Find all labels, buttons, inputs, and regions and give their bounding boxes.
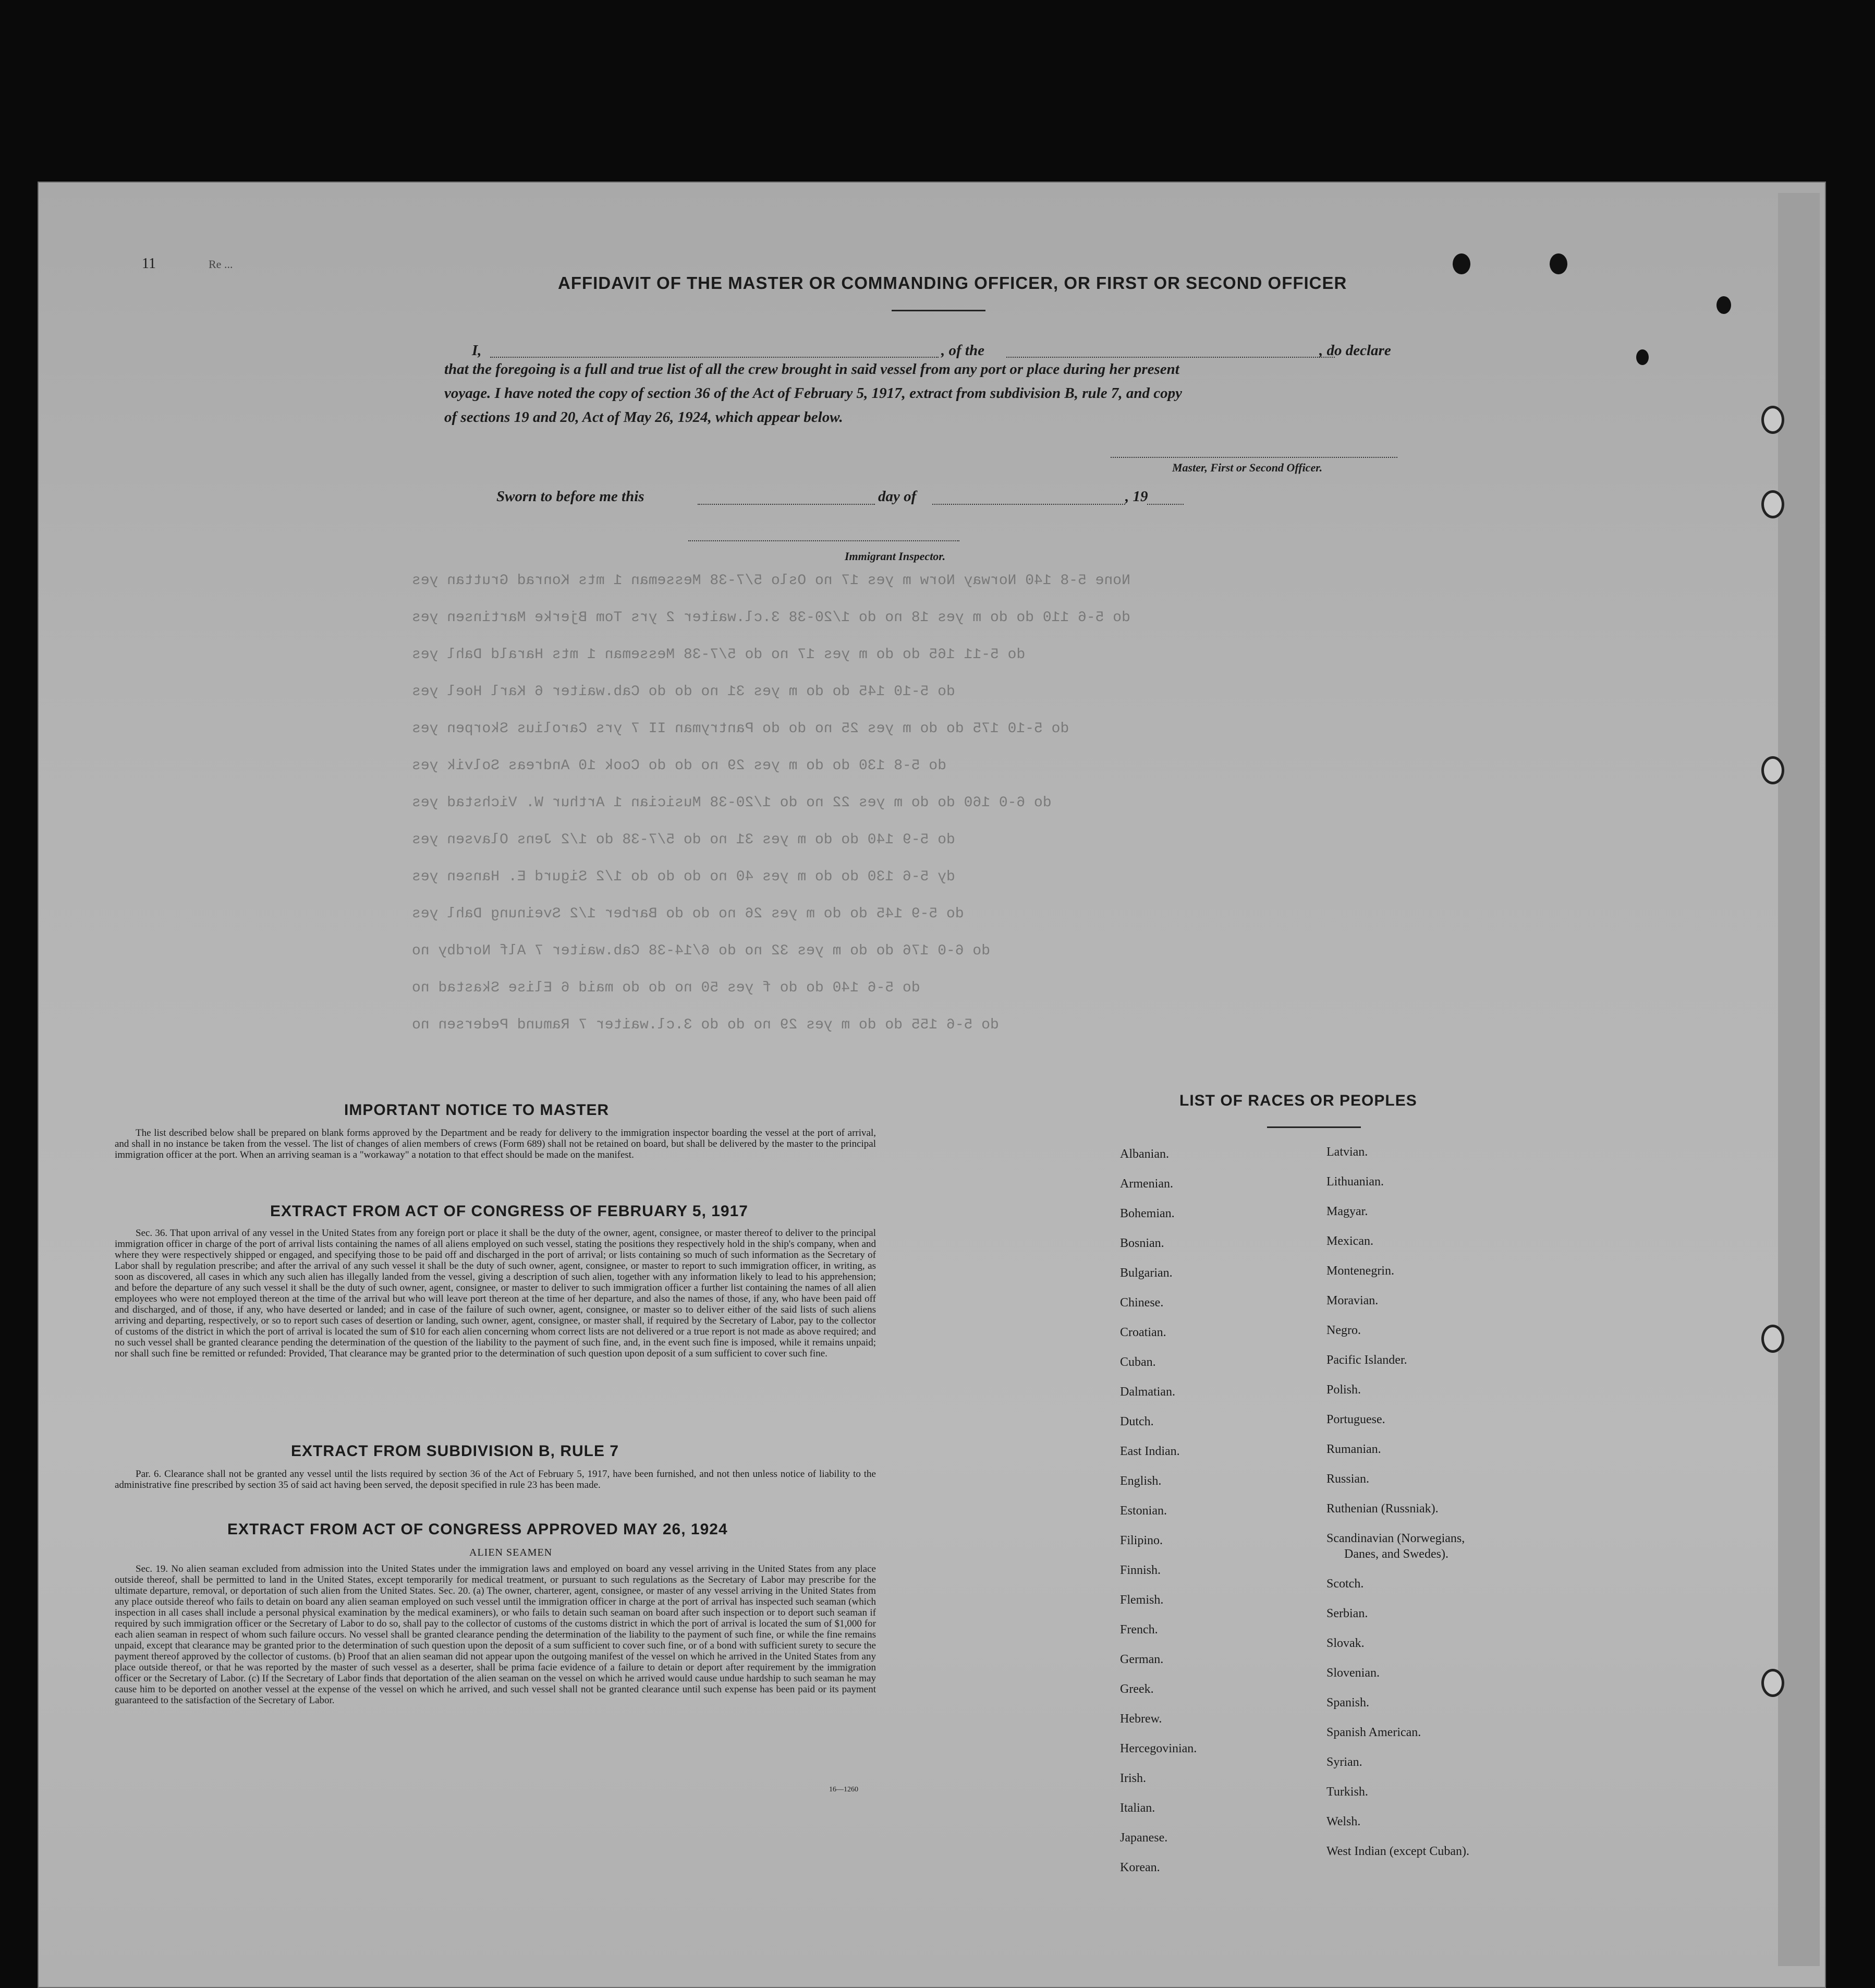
page-number: 11 bbox=[142, 256, 156, 272]
ghost-row: do 5-9 145 do do m yes 26 no do do Barber 1/2 Sveinung Dahl yes bbox=[412, 906, 964, 922]
race-item: Japanese. bbox=[1120, 1831, 1168, 1845]
sworn-day-field[interactable] bbox=[698, 504, 875, 505]
extract-1917-body: Sec. 36. That upon arrival of any vessel in the United States from any foreign port or place it shall be the duty of the owner, agent, consignee, or master thereof to deliver to the principal immigration officer in charge of the port of arrival lists containing the names of all aliens employed on such vessel, stating the positions they respectively hold in the ship's company, when and where they were respectively shipped or engaged, and specifying those to be paid off and discharged in the port of arrival; or lists containing so much of such information as the Secretary of Labor shall by regulation prescribe; and after the arrival of any such vessel it shall be the duty of such owner, agent, consignee, or master to report to such immigration officer, in writing, as soon as discovered, all cases in which any such alien has illegally landed from the vessel, giving a description of such alien, together with any information likely to lead to his apprehension; and before the departure of any such vessel it shall be the duty of such owner, agent, consignee, or master to deliver to such immigration officer a further list containing the names of all alien employees who were not employed thereon at the time of the arrival but who will leave port thereon at the time of her departure, and also the names of those, if any, who have been paid off and discharged, and of those, if any, who have deserted or landed; and in case of the failure of such owner, agent, consignee, or master so to deliver either of the said lists of such aliens arriving and departing, respectively, or so to report such cases of desertion or landing, such owner, agent, consignee, or master shall, if required by the Secretary of Labor, pay to the collector of customs of the district in which the port of arrival is located the sum of $10 for each alien concerning whom correct lists are not delivered or a true report is not made as above required; and no such vessel shall be granted clearance pending the determination of the question of the liability to the payment of such fine, and, in the event such fine is imposed, while it remains unpaid; nor shall such fine be remitted or refunded: Provided, That clearance may be granted prior to the determination of such question upon deposit of a sum sufficient to cover such fine. bbox=[115, 1228, 876, 1359]
name-field[interactable] bbox=[490, 357, 939, 358]
ghost-row: do 6-0 176 do do m yes 32 no do 6/14-38 Cab.waiter 7 Alf Nordby no bbox=[412, 943, 990, 959]
race-item: Cuban. bbox=[1120, 1355, 1156, 1369]
race-item: Estonian. bbox=[1120, 1504, 1167, 1518]
binder-ring-icon bbox=[1761, 406, 1784, 434]
race-item: Dalmatian. bbox=[1120, 1385, 1175, 1399]
alien-seamen-subtitle: ALIEN SEAMEN bbox=[469, 1547, 553, 1558]
race-item: Dutch. bbox=[1120, 1415, 1154, 1428]
race-item: Scotch. bbox=[1326, 1577, 1364, 1591]
race-item: Finnish. bbox=[1120, 1563, 1161, 1577]
punch-hole-icon bbox=[1716, 296, 1731, 314]
sworn-month-field[interactable] bbox=[932, 504, 1125, 505]
title-rule bbox=[892, 310, 985, 311]
race-item: Rumanian. bbox=[1326, 1442, 1381, 1456]
punch-hole-icon bbox=[1550, 253, 1567, 274]
race-item: French. bbox=[1120, 1623, 1158, 1637]
race-item: Bohemian. bbox=[1120, 1207, 1175, 1220]
master-signature-line[interactable] bbox=[1111, 457, 1397, 458]
sworn-label: Sworn to before me this bbox=[496, 488, 644, 505]
race-item: English. bbox=[1120, 1474, 1162, 1488]
vessel-field[interactable] bbox=[1006, 357, 1335, 358]
race-item: Irish. bbox=[1120, 1772, 1146, 1785]
race-item: Ruthenian (Russniak). bbox=[1326, 1502, 1439, 1516]
races-title: LIST OF RACES OR PEOPLES bbox=[1179, 1092, 1417, 1109]
race-item: Korean. bbox=[1120, 1861, 1160, 1874]
race-item: Bulgarian. bbox=[1120, 1266, 1173, 1280]
punch-hole-icon bbox=[1636, 349, 1649, 365]
affidavit-line-4: of sections 19 and 20, Act of May 26, 1924, which appear below. bbox=[444, 409, 843, 426]
race-item: Portuguese. bbox=[1326, 1413, 1385, 1426]
affidavit-title: AFFIDAVIT OF THE MASTER OR COMMANDING OFFICER, OR FIRST OR SECOND OFFICER bbox=[558, 273, 1347, 293]
sworn-year-field[interactable] bbox=[1147, 504, 1184, 505]
race-item: Pacific Islander. bbox=[1326, 1353, 1407, 1367]
form-number: 16—1260 bbox=[829, 1786, 858, 1793]
race-item: Italian. bbox=[1120, 1801, 1155, 1815]
ghost-row: dy 5-6 130 do do m yes 40 no do do do 1/2 Sigurd E. Hansen yes bbox=[412, 869, 955, 885]
race-item: Russian. bbox=[1326, 1472, 1370, 1486]
extract-1924-body: Sec. 19. No alien seaman excluded from admission into the United States under the immigration laws and employed on board any vessel arriving in the United States from any place outside thereof, shall be permitted to land in the United States, except temporarily for medical treatment, or pursuant to such regulations as the Secretary of Labor may prescribe for the ultimate departure, removal, or deportation of such alien from the United States. Sec. 20. (a) The owner, charterer, agent, consignee, or master of any vessel arriving in the United States from any place outside thereof who fails to detain on board any alien seaman employed on such vessel until the immigration officer in charge at the port of arrival has inspected such seaman (which inspection in all cases shall include a personal physical examination by the medical examiners), or who fails to detain such seaman on board after such inspection or to deport such seaman if required by such immigration officer or the Secretary of Labor to do so, shall pay to the collector of customs of the customs district in which the port of arrival is located the sum of $1,000 for each alien seaman in respect of whom such failure occurs. No vessel shall be granted clearance pending the determination of the liability to the payment of such fine, or while the fine remains unpaid, except that clearance may be granted prior to the determination of such question upon the deposit of a sum sufficient to cover such fine, or of a bond with sufficient surety to secure the payment thereof approved by the collector of customs. (b) Proof that an alien seaman did not appear upon the outgoing manifest of the vessel on which he arrived in the United States from any place outside thereof, or that he was reported by the master of such vessel as a deserter, shall be prima facie evidence of a failure to detain or deport after requirement by the immigration officer or the Secretary of Labor. (c) If the Secretary of Labor finds that deportation of the alien seaman on the vessel on which he arrived would cause undue hardship to such seaman he may cause him to be deported on another vessel at the expense of the vessel on which he arrived, and such vessel shall not be granted clearance until such expense has been paid or its payment guaranteed to the satisfaction of the Secretary of Labor. bbox=[115, 1563, 876, 1706]
page-edge bbox=[1778, 193, 1820, 1966]
race-item: Spanish American. bbox=[1326, 1726, 1421, 1739]
ghost-row: do 6-0 160 do do m yes 22 no do 1/20-38 Musician 1 Arthur W. Vichstad yes bbox=[412, 795, 1052, 811]
binder-ring-icon bbox=[1761, 1669, 1784, 1697]
race-item: Scandinavian (Norwegians, bbox=[1326, 1532, 1465, 1545]
race-item: Bosnian. bbox=[1120, 1237, 1164, 1250]
race-item: Flemish. bbox=[1120, 1593, 1164, 1607]
ghost-row: do 5-10 175 do do m yes 25 no do do Pantryman II 7 yrs Carolius Skorpen yes bbox=[412, 721, 1069, 737]
extract-1917-title: EXTRACT FROM ACT OF CONGRESS OF FEBRUARY 5, 1917 bbox=[270, 1203, 748, 1220]
year-label: , 19 bbox=[1125, 488, 1148, 505]
extract-1924-title: EXTRACT FROM ACT OF CONGRESS APPROVED MAY 26, 1924 bbox=[227, 1521, 728, 1538]
race-item: Albanian. bbox=[1120, 1147, 1169, 1161]
race-item: Montenegrin. bbox=[1326, 1264, 1394, 1278]
race-item: Chinese. bbox=[1120, 1296, 1164, 1310]
race-item: German. bbox=[1120, 1653, 1164, 1666]
race-item: Filipino. bbox=[1120, 1534, 1163, 1547]
race-item: Hercegovinian. bbox=[1120, 1742, 1197, 1755]
race-item: East Indian. bbox=[1120, 1445, 1180, 1458]
race-item: Danes, and Swedes). bbox=[1344, 1547, 1448, 1561]
race-item: Syrian. bbox=[1326, 1755, 1362, 1769]
affidavit-line-2: that the foregoing is a full and true list of all the crew brought in said vessel from any port or place during her present bbox=[444, 361, 1179, 378]
extract-rule7-body: Par. 6. Clearance shall not be granted any vessel until the lists required by section 36 of the Act of February 5, 1917, have been furnished, and not then unless notice of liability to the administrative fine prescribed by section 35 of said act having been served, the deposit specified in rule 23 has been made. bbox=[115, 1469, 876, 1490]
race-item: Moravian. bbox=[1326, 1294, 1379, 1307]
ghost-row: do 5-6 110 do do m yes 18 no do 1/20-38 3.cl.waiter 2 yrs Tom Bjerke Martinsen yes bbox=[412, 610, 1130, 626]
inspector-signature-line[interactable] bbox=[688, 540, 959, 541]
document-page bbox=[38, 181, 1826, 1988]
inspector-label: Immigrant Inspector. bbox=[845, 550, 946, 563]
day-of-label: day of bbox=[878, 488, 917, 505]
ghost-row: None 5-8 140 Norway Norw m yes 17 no Oslo 5/7-38 Messeman 1 mts Konrad Gruttan yes bbox=[412, 573, 1130, 589]
corner-note: Re ... bbox=[209, 258, 233, 271]
race-item: Spanish. bbox=[1326, 1696, 1370, 1710]
affidavit-i-label: I, bbox=[472, 342, 482, 359]
ghost-row: do 5-6 155 do do m yes 29 no do do 3.cl.waiter 7 Ramund Pedersen no bbox=[412, 1017, 999, 1033]
race-item: Slovenian. bbox=[1326, 1666, 1380, 1680]
race-item: Negro. bbox=[1326, 1324, 1361, 1337]
race-item: Magyar. bbox=[1326, 1205, 1368, 1218]
race-item: Slovak. bbox=[1326, 1637, 1365, 1650]
race-item: Latvian. bbox=[1326, 1145, 1368, 1159]
race-item: Welsh. bbox=[1326, 1815, 1361, 1828]
binder-ring-icon bbox=[1761, 490, 1784, 518]
extract-rule7-title: EXTRACT FROM SUBDIVISION B, RULE 7 bbox=[291, 1442, 619, 1460]
master-label: Master, First or Second Officer. bbox=[1172, 461, 1323, 474]
race-item: Polish. bbox=[1326, 1383, 1361, 1397]
ghost-row: do 5-11 165 do do m yes 17 no do 5/7-38 Messeman 1 mts Harald Dahl yes bbox=[412, 647, 1026, 663]
race-item: Greek. bbox=[1120, 1682, 1154, 1696]
affidavit-line-3: voyage. I have noted the copy of section 36 of the Act of February 5, 1917, extract from subdivision B, rule 7, and copy bbox=[444, 385, 1182, 402]
race-item: Croatian. bbox=[1120, 1326, 1166, 1339]
race-item: Turkish. bbox=[1326, 1785, 1368, 1799]
races-rule bbox=[1267, 1126, 1361, 1128]
notice-body: The list described below shall be prepared on blank forms approved by the Department and be ready for delivery to the immigration inspector boarding the vessel at the port of arrival, and shall in no instance be taken from the vessel. The list of changes of alien members of crews (Form 689) shall not be retained on board, but shall be delivered by the master to the principal immigration officer at the port. When an arriving seaman is a "workaway" a notation to that effect should be made on the manifest. bbox=[115, 1128, 876, 1160]
affidavit-of-the-label: , of the bbox=[941, 342, 984, 359]
race-item: Hebrew. bbox=[1120, 1712, 1162, 1726]
race-item: Mexican. bbox=[1326, 1234, 1373, 1248]
binder-ring-icon bbox=[1761, 1325, 1784, 1353]
affidavit-declare-label: , do declare bbox=[1319, 342, 1391, 359]
race-item: West Indian (except Cuban). bbox=[1326, 1845, 1469, 1858]
binder-ring-icon bbox=[1761, 756, 1784, 784]
ghost-row: do 5-9 140 do do m yes 31 no do 5/7-38 do 1/2 Jens Olavsen yes bbox=[412, 832, 955, 848]
ghost-row: do 5-6 140 do do f yes 50 no do do maid 6 Elise Skastad no bbox=[412, 980, 920, 996]
race-item: Armenian. bbox=[1120, 1177, 1173, 1191]
notice-title: IMPORTANT NOTICE TO MASTER bbox=[344, 1101, 610, 1119]
ghost-row: do 5-8 130 do do m yes 29 no do do Cook 10 Andreas Solvik yes bbox=[412, 758, 946, 774]
ghost-row: do 5-10 145 do do m yes 31 no do do Cab.waiter 6 Karl Hoel yes bbox=[412, 684, 955, 700]
race-item: Serbian. bbox=[1326, 1607, 1368, 1620]
race-item: Lithuanian. bbox=[1326, 1175, 1384, 1189]
punch-hole-icon bbox=[1453, 253, 1470, 274]
